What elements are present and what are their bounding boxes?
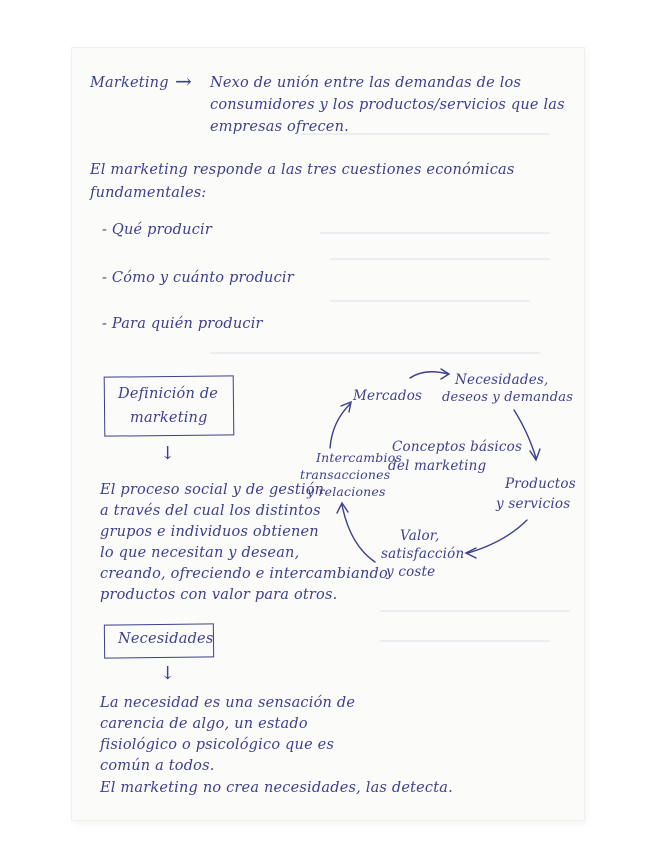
cycle-node-valor-line-1: Valor,	[400, 528, 440, 544]
cycle-node-intercambios-line-3: y relaciones	[307, 484, 386, 499]
needs-box-label: Necesidades	[118, 631, 214, 647]
cycle-center-line-2: del marketing	[388, 458, 487, 474]
needs-text-line: La necesidad es una sensación de	[100, 695, 356, 711]
cycle-arrow	[330, 404, 350, 448]
definition-text-line: creando, ofreciendo e intercambiando	[100, 566, 388, 582]
cycle-center-line-1: Conceptos básicos	[392, 439, 523, 455]
intro-line-1: El marketing responde a las tres cuestiones económicas	[90, 162, 515, 178]
cycle-arrow	[342, 505, 375, 562]
cycle-arrow-head	[441, 369, 449, 379]
question-item: - Cómo y cuánto producir	[102, 270, 294, 286]
cycle-node-intercambios-line-2: transacciones	[300, 467, 391, 482]
cycle-node-necesidades-line-1: Necesidades,	[455, 372, 549, 388]
cycle-node-mercados: Mercados	[353, 388, 423, 404]
cycle-arrow	[468, 520, 527, 553]
marketing-definition-line-2: consumidores y los productos/servicios que las	[210, 97, 565, 113]
cycle-node-productos-line-1: Productos	[505, 476, 576, 492]
marketing-term: Marketing	[90, 75, 169, 91]
cycle-node-valor-line-2: satisfacción	[381, 546, 465, 562]
cycle-arrow-head	[341, 402, 351, 412]
definition-text-line: productos con valor para otros.	[100, 587, 338, 603]
intro-line-2: fundamentales:	[90, 185, 207, 201]
cycle-node-necesidades-line-2: deseos y demandas	[442, 390, 574, 405]
definition-text-line: grupos e individuos obtienen	[100, 524, 319, 540]
definition-text-line: El proceso social y de gestión	[100, 482, 325, 498]
needs-text-line: carencia de algo, un estado	[100, 716, 308, 732]
cycle-node-intercambios-line-1: Intercambios	[316, 450, 403, 465]
down-arrow-icon: ↓	[160, 443, 176, 464]
closing-line: El marketing no crea necesidades, las detecta.	[100, 780, 453, 796]
definition-text-line: a través del cual los distintos	[100, 503, 321, 519]
question-item: - Qué producir	[102, 222, 212, 238]
marketing-definition-line-1: Nexo de unión entre las demandas de los	[210, 75, 522, 91]
cycle-arrow	[410, 372, 448, 378]
definition-text-line: lo que necesitan y desean,	[100, 545, 300, 561]
definition-box-line-1: Definición de	[118, 386, 219, 402]
cycle-arrow-head	[466, 548, 476, 558]
cycle-node-valor-line-3: y coste	[386, 564, 436, 580]
definition-arrow: →	[175, 69, 192, 93]
marketing-definition-line-3: empresas ofrecen.	[210, 119, 349, 135]
needs-text-line: fisiológico o psicológico que es	[100, 737, 335, 753]
cycle-node-productos-line-2: y servicios	[496, 496, 571, 512]
down-arrow-icon: ↓	[160, 663, 176, 684]
definition-box-line-2: marketing	[130, 410, 208, 426]
question-item: - Para quién producir	[102, 316, 263, 332]
needs-text-line: común a todos.	[100, 758, 215, 774]
